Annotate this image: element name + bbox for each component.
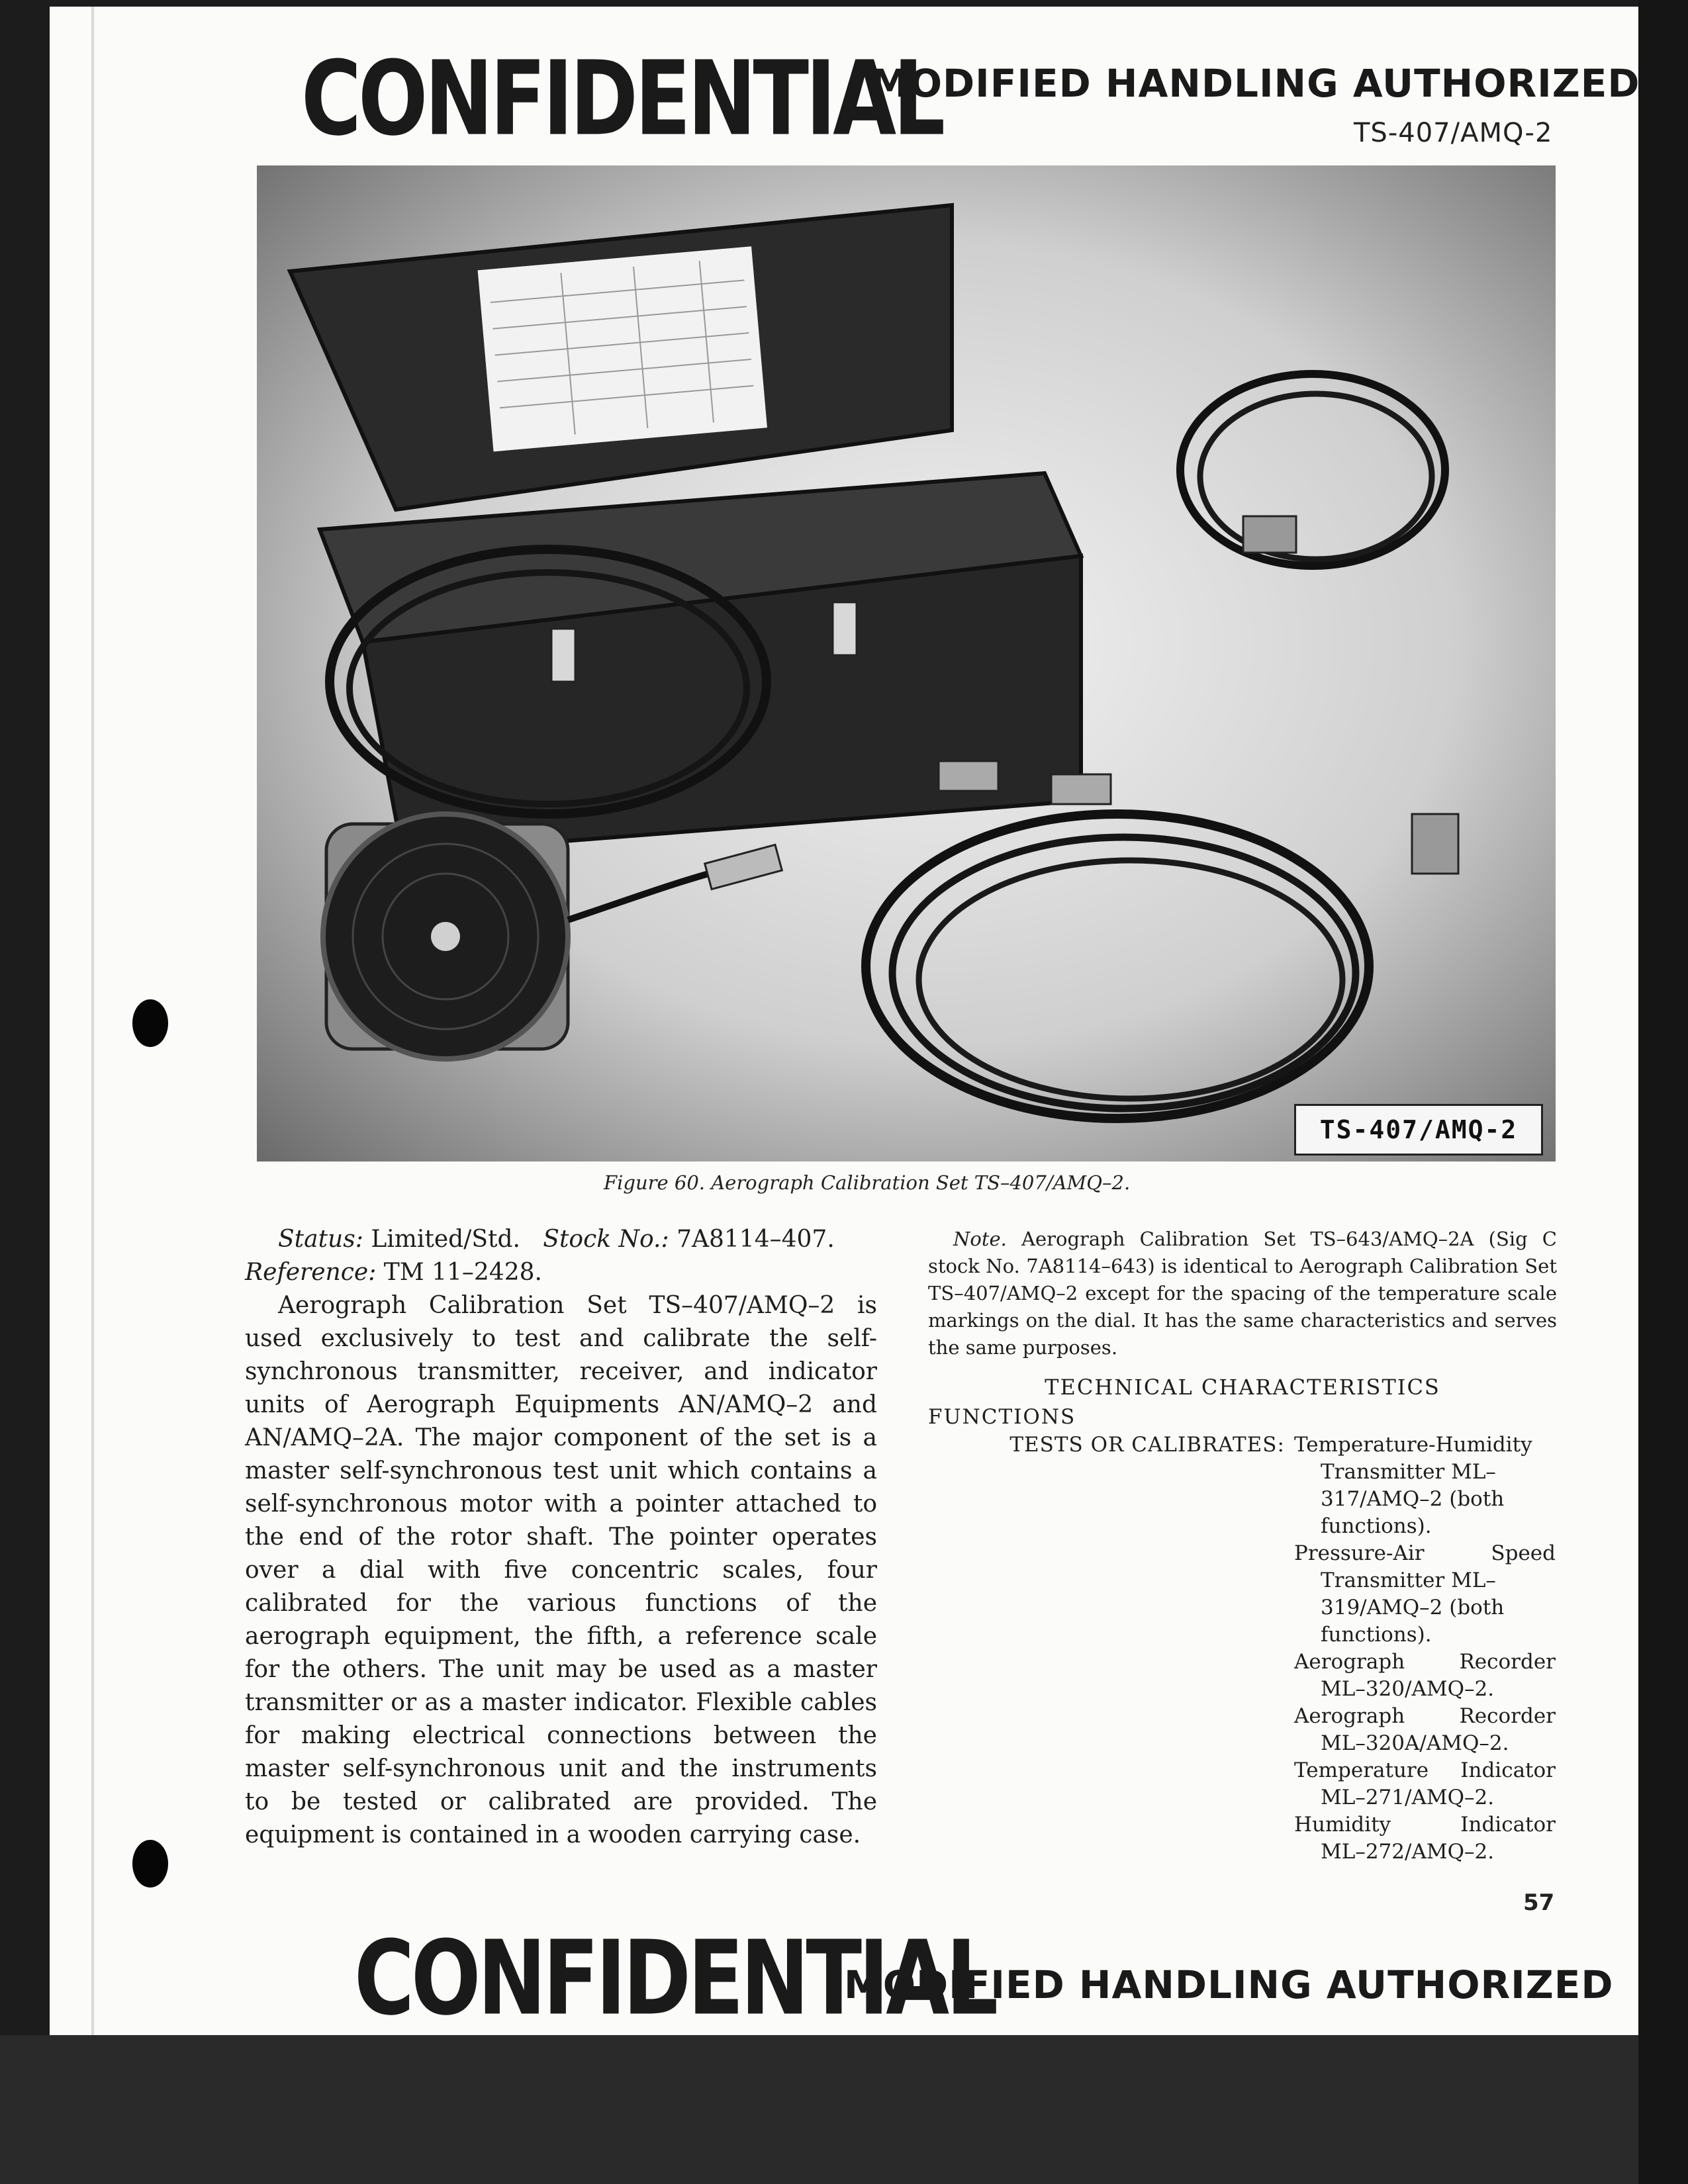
right-column	[928, 1226, 1557, 1866]
handling-stamp-bottom: MODIFIED HANDLING AUTHORIZED	[844, 1962, 1614, 2007]
status-value: Limited/Std.	[371, 1226, 520, 1253]
scan-background-right	[1638, 0, 1688, 2184]
note-label: Note.	[953, 1228, 1007, 1250]
left-column	[245, 1223, 877, 1852]
equipment-photograph	[257, 165, 1556, 1161]
note-text: Aerograph Calibration Set TS–643/AMQ–2A (Sig C stock No. 7A8114–643) is identical to Aerograph Calibration Set TS–407/AMQ–2 except for the spacing of the temperature scale markings on the dial. It has the same characteristics and serves the same purposes.	[928, 1228, 1557, 1359]
equipment-reference: TS-407/AMQ-2	[1354, 118, 1553, 148]
list-item: Pressure-Air Speed Transmitter ML– 319/AMQ–2 (both functions).	[1294, 1541, 1556, 1647]
equipment-illustration	[257, 165, 1556, 1161]
list-item: Aerograph Recorder ML–320A/AMQ–2.	[1294, 1704, 1556, 1755]
page-margin-line	[91, 7, 94, 2035]
photo-label: TS-407/AMQ-2	[1294, 1104, 1543, 1156]
confidential-stamp-bottom: CONFIDENTIAL	[354, 1919, 996, 2038]
punch-hole	[132, 999, 168, 1047]
scan-background-bottom	[0, 2035, 1688, 2184]
status-line	[245, 1223, 877, 1256]
confidential-stamp-top: CONFIDENTIAL	[301, 40, 943, 159]
body-paragraph: Aerograph Calibration Set TS–407/AMQ–2 is used exclusively to test and calibrate the self-synchronous transmitter, receiver, and indicator units of Aerograph Equipments AN/AMQ–2 and AN/AMQ–2A. The major component of the set is a master self-synchronous test unit which contains a self-synchronous motor with a pointer attached to the end of the rotor shaft. The pointer operates over a dial with five concentric scales, four calibrated for the various functions of the aerograph equipment, the fifth, a reference scale for the others. The unit may be used as a master transmitter or as a master indicator. Flexible cables for making electrical connections between the master self-synchronous unit and the instruments to be tested or calibrated are provided. The equipment is contained in a wooden carrying case.	[245, 1292, 877, 1848]
tests-list	[1294, 1432, 1556, 1866]
figure-caption: Figure 60. Aerograph Calibration Set TS–407/AMQ–2.	[604, 1171, 1131, 1194]
reference-label: Reference:	[245, 1259, 377, 1286]
list-item: Temperature-Humidity Transmitter ML– 317/AMQ–2 (both functions).	[1294, 1433, 1532, 1538]
punch-hole	[132, 1840, 168, 1888]
handling-stamp-top: MODIFIED HANDLING AUTHORIZED	[870, 61, 1640, 106]
section-title: TECHNICAL CHARACTERISTICS	[1045, 1375, 1440, 1400]
note-paragraph	[928, 1226, 1557, 1361]
list-item: Aerograph Recorder ML–320/AMQ–2.	[1294, 1650, 1556, 1701]
stock-value: 7A8114–407.	[677, 1226, 835, 1253]
tests-block	[928, 1432, 1557, 1866]
list-item: Temperature Indicator ML–271/AMQ–2.	[1294, 1758, 1556, 1809]
list-item: Humidity Indicator ML–272/AMQ–2.	[1294, 1813, 1556, 1864]
status-label: Status:	[278, 1226, 363, 1253]
functions-heading: FUNCTIONS	[928, 1405, 1076, 1429]
tests-label: TESTS OR CALIBRATES:	[1009, 1433, 1285, 1457]
stock-label: Stock No.:	[543, 1226, 669, 1253]
page-number: 57	[1523, 1889, 1555, 1916]
reference-value: TM 11–2428.	[383, 1259, 542, 1286]
reference-line	[245, 1256, 877, 1289]
